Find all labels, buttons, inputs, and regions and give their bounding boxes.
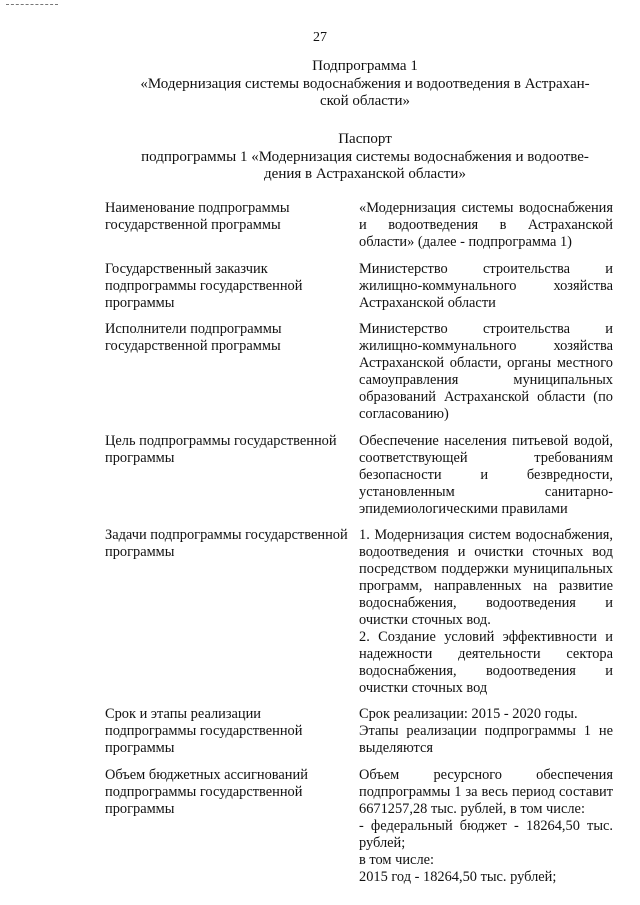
row-label: Государственный заказчик подпрограммы государственной программы — [105, 260, 303, 311]
scan-artifact — [6, 4, 58, 7]
row-value-line: - федеральный бюджет - 18264,50 тыс. рублей; — [359, 817, 613, 851]
table-row — [105, 321, 613, 432]
row-label: Цель подпрограммы государственной программы — [105, 432, 337, 466]
subprogram-title-line-1: Подпрограмма 1 — [312, 58, 418, 74]
row-value — [359, 200, 613, 261]
row-value — [359, 767, 613, 895]
row-value — [359, 261, 613, 322]
row-value-line: в том числе: — [359, 851, 435, 868]
row-value-line: «Модернизация системы водоснабжения и водоотведения в Астраханской области» (далее - подпрограмма 1) — [359, 200, 613, 250]
row-label: Задачи подпрограммы государственной программы — [105, 527, 348, 561]
row-value-line: 2. Создание условий эффективности и надежности деятельности сектора водоснабжения, водоотведения и очистки сточных вод — [359, 628, 613, 696]
row-value — [359, 321, 613, 432]
row-value-line: Обеспечение населения питьевой водой, соответствующей требованиям безопасности и безвредности, установленным санитарно-эпидемиологическими правилами — [359, 432, 613, 517]
subprogram-title-line-3: ской области» — [319, 93, 411, 109]
passport-title-line-1: Паспорт — [338, 131, 392, 147]
passport-title-line-3: дения в Астраханской области» — [264, 166, 466, 182]
passport-title — [130, 131, 600, 184]
row-value-line: Объем ресурсного обеспечения подпрограммы 1 за весь период составит 6671257,28 тыс. рублей, в том числе: — [359, 767, 613, 817]
row-value-line: 1. Модернизация систем водоснабжения, водоотведения и очистки сточных вод посредством поддержки муниципальных программ, направленных на развитие водоснабжения, водоотведения и очистки сточных вод. — [359, 527, 613, 628]
row-value — [359, 527, 613, 706]
subprogram-title-line-2: «Модернизация системы водоснабжения и водоотведения в Астрахан- — [140, 75, 590, 92]
table-row — [105, 527, 613, 706]
row-value-line: 2015 год - 18264,50 тыс. рублей; — [359, 868, 557, 885]
page-number: 27 — [313, 30, 327, 45]
table-row — [105, 706, 613, 767]
passport-table — [105, 200, 613, 896]
row-label: Срок и этапы реализации подпрограммы государственной программы — [105, 706, 303, 757]
table-row — [105, 767, 613, 895]
row-value-line: Министерство строительства и жилищно-коммунального хозяйства Астраханской области — [359, 260, 613, 311]
subprogram-title — [130, 58, 600, 111]
row-value-line: Срок реализации: 2015 - 2020 годы. — [359, 706, 578, 723]
row-label: Объем бюджетных ассигнований подпрограммы государственной программы — [105, 767, 308, 817]
row-value-line: Этапы реализации подпрограммы 1 не выделяются — [359, 723, 613, 757]
row-value — [359, 433, 613, 528]
row-label: Наименование подпрограммы государственной программы — [105, 200, 290, 233]
row-value-line: Министерство строительства и жилищно-коммунального хозяйства Астраханской области, органы местного самоуправления муниципальных образований Астраханской области (по согласованию) — [359, 321, 613, 422]
row-value — [359, 706, 613, 767]
table-row — [105, 200, 613, 261]
table-row — [105, 433, 613, 528]
row-label: Исполнители подпрограммы государственной программы — [105, 321, 282, 355]
passport-title-line-2: подпрограммы 1 «Модернизация системы водоснабжения и водоотве- — [141, 148, 589, 165]
table-row — [105, 261, 613, 322]
